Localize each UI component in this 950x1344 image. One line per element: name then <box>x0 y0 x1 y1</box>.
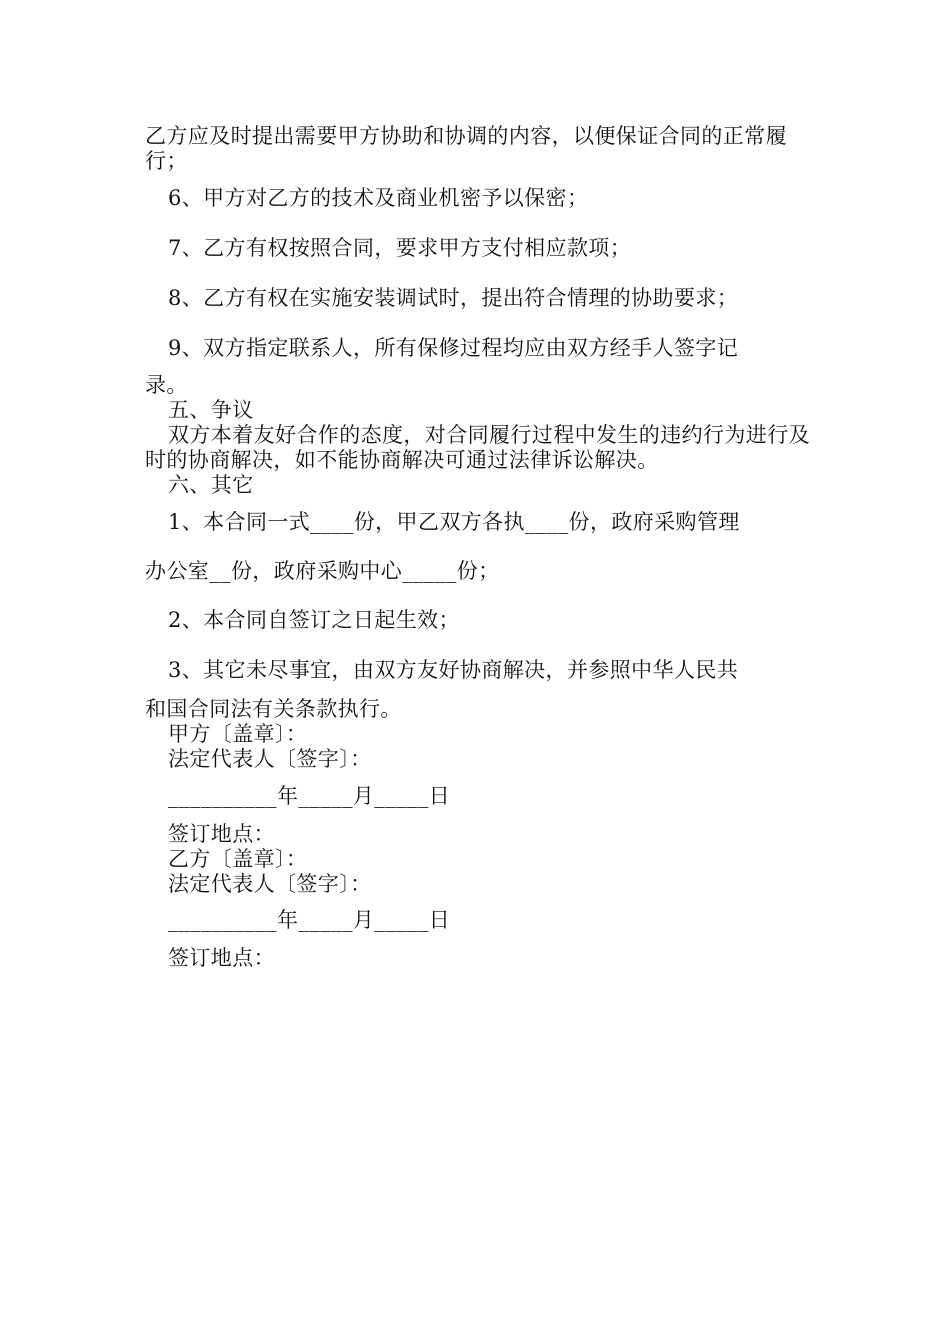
clause-other-3-continued: 和国合同法有关条款执行。 <box>145 697 402 721</box>
clause-9: 9、双方指定联系人，所有保修过程均应由双方经手人签字记 <box>168 336 739 360</box>
party-a-seal: 甲方〔盖章〕： <box>168 722 308 746</box>
clause-other-2: 2、本合同自签订之日起生效； <box>168 608 460 632</box>
clause-8: 8、乙方有权在实施安装调试时，提出符合情理的协助要求； <box>168 286 739 310</box>
clause-other-1-continued: 办公室__份，政府采购中心_____份； <box>145 559 500 583</box>
section-heading-other: 六、其它 <box>168 473 254 497</box>
party-a-representative: 法定代表人〔签字〕： <box>168 747 372 771</box>
party-a-place: 签订地点： <box>168 822 275 846</box>
party-b-place: 签订地点： <box>168 946 275 970</box>
clause-7: 7、乙方有权按照合同，要求甲方支付相应款项； <box>168 236 632 260</box>
party-a-date: __________年_____月_____日 <box>168 784 451 808</box>
party-b-date: __________年_____月_____日 <box>168 908 451 932</box>
party-b-representative: 法定代表人〔签字〕： <box>168 872 372 896</box>
section-heading-dispute: 五、争议 <box>168 398 254 422</box>
party-b-seal: 乙方〔盖章〕： <box>168 847 308 871</box>
clause-6: 6、甲方对乙方的技术及商业机密予以保密； <box>168 186 589 210</box>
clause-other-1: 1、本合同一式____份，甲乙双方各执____份，政府采购管理 <box>168 510 740 534</box>
paragraph-cooperation: 乙方应及时提出需要甲方协助和协调的内容，以便保证合同的正常履行； <box>145 124 787 173</box>
clause-9-continued: 录。 <box>145 373 188 397</box>
clause-other-3: 3、其它未尽事宜，由双方友好协商解决，并参照中华人民共 <box>168 658 739 682</box>
paragraph-dispute: 双方本着友好合作的态度，对合同履行过程中发生的违约行为进行及时的协商解决，如不能协商解决可通过法律诉讼解决。 <box>145 423 810 472</box>
